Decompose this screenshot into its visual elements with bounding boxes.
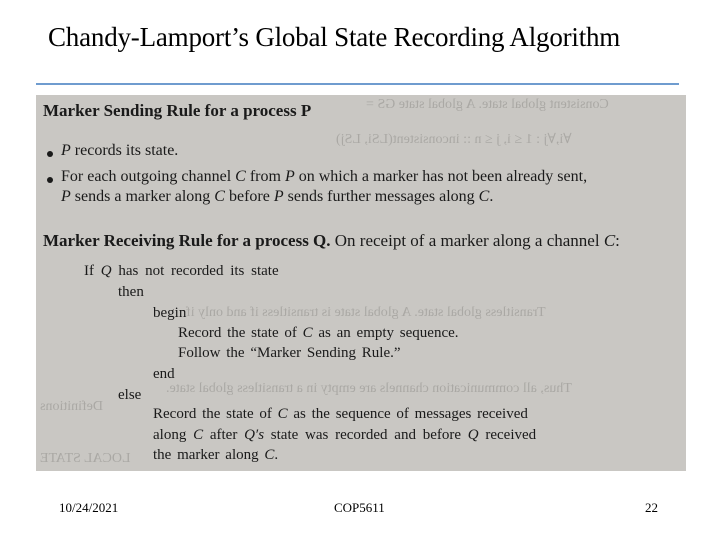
slide-title: Chandy-Lamport’s Global State Recording Algorithm	[48, 22, 621, 52]
scanned-textbook-excerpt	[36, 95, 686, 471]
bleed-through-text: Definitions	[40, 399, 103, 414]
record-empty-line: Record the state of C as an empty sequence.	[178, 325, 459, 341]
bullet	[47, 177, 53, 183]
bleed-through-text: Transitless global state. A global state is transitless if and only if	[186, 305, 546, 320]
bullet	[47, 151, 53, 157]
record-sequence-line-3: the marker along C.	[153, 447, 279, 463]
sending-rule-bullet-2-line-2: P sends a marker along C before P sends further messages along C.	[61, 188, 494, 205]
footer-page-number: 22	[645, 500, 658, 515]
sending-rule-heading: Marker Sending Rule for a process P	[43, 101, 312, 120]
bleed-through-text: Consistent global state. A global state GS =	[366, 97, 609, 112]
sending-rule-bullet-1: P records its state.	[61, 142, 179, 159]
else-keyword: else	[118, 387, 142, 403]
bleed-through-text: ∀i,∀j : 1 ≤ i, j ≤ n :: inconsistent(LSi, LSj)	[336, 132, 572, 147]
record-sequence-line-2: along C after Q′s state was recorded and before Q received	[153, 427, 537, 443]
title-divider	[36, 83, 679, 85]
footer-date: 10/24/2021	[59, 500, 119, 515]
footer-course: COP5611	[334, 500, 385, 515]
end-keyword: end	[153, 366, 175, 382]
bleed-through-text: LOCAL STATE	[40, 451, 131, 466]
then-keyword: then	[118, 284, 144, 300]
if-line: If Q has not recorded its state	[84, 263, 279, 279]
follow-sending-rule-line: Follow the “Marker Sending Rule.”	[178, 345, 401, 361]
begin-keyword: begin	[153, 305, 187, 321]
sending-rule-bullet-2-line-1: For each outgoing channel C from P on which a marker has not been already sent,	[61, 168, 588, 185]
receiving-rule-heading: Marker Receiving Rule for a process Q. On receipt of a marker along a channel C:	[43, 231, 620, 250]
bleed-through-text: Thus, all communication channels are empty in a transitless global state.	[166, 381, 572, 396]
record-sequence-line-1: Record the state of C as the sequence of messages received	[153, 406, 528, 422]
